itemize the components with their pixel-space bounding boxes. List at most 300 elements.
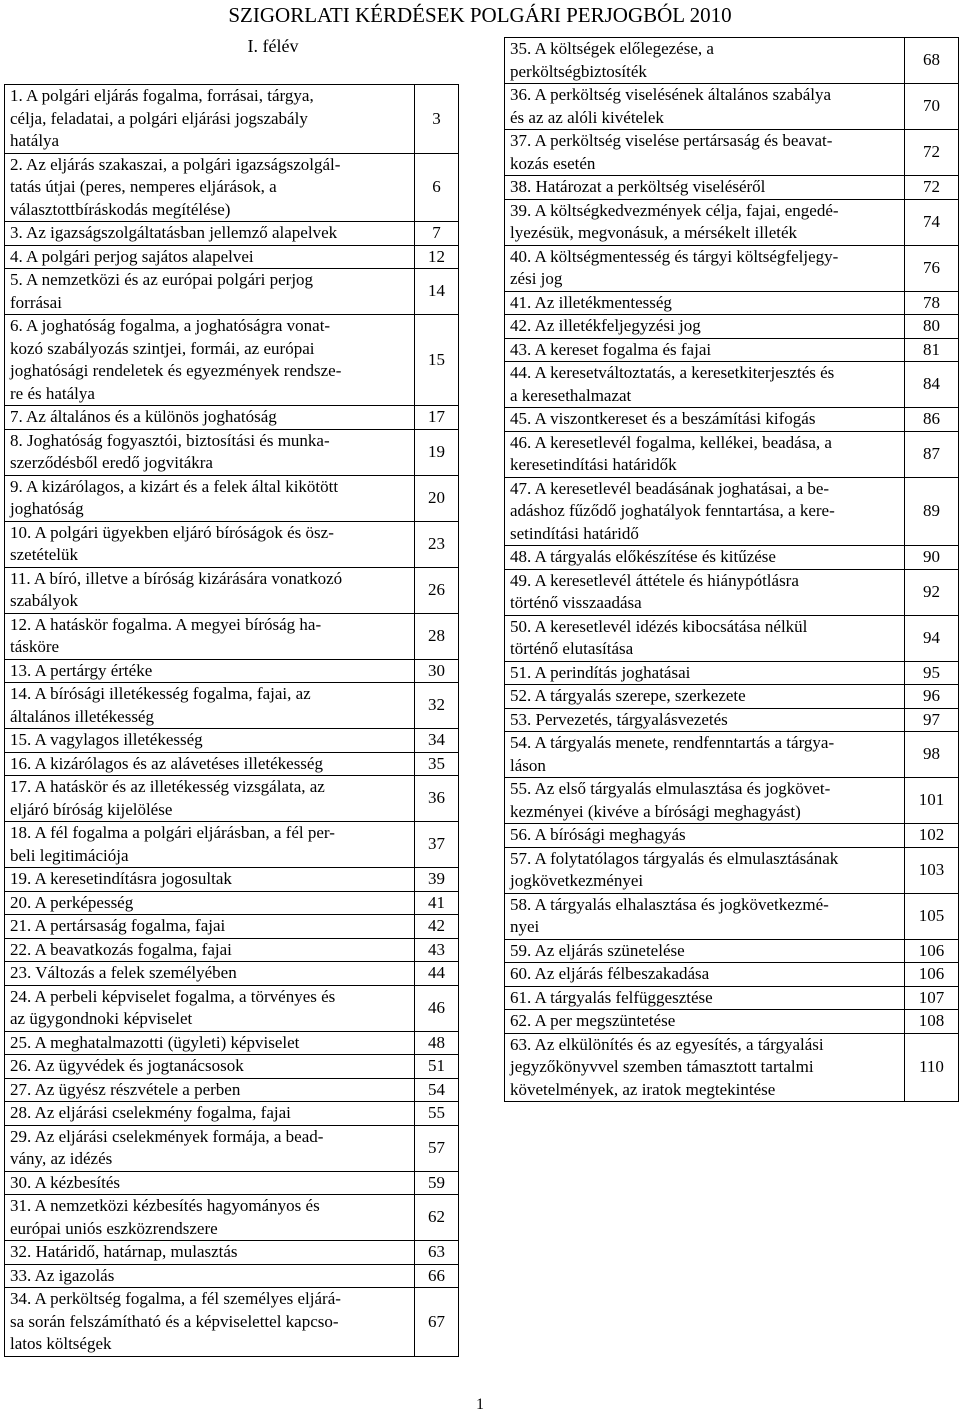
question-cell [505, 338, 905, 362]
page-number-cell: 70 [905, 84, 959, 130]
page-number-cell: 81 [905, 338, 959, 362]
question-cell [5, 1055, 415, 1079]
toc-row [505, 176, 959, 200]
page-number-cell: 20 [415, 475, 459, 521]
question-cell [5, 868, 415, 892]
question-cell [5, 521, 415, 567]
question-text-line: 31. A nemzetközi kézbesítés hagyományos és [10, 1196, 320, 1215]
question-text-line: eljáró bíróság kijelölése [10, 799, 173, 819]
page-number-cell: 108 [905, 1010, 959, 1034]
question-text-line: nyei [510, 917, 540, 936]
question-text-line: választottbíráskodás megítélése) [10, 199, 231, 219]
question-cell [505, 569, 905, 615]
question-cell [5, 1195, 415, 1241]
page-number-cell: 105 [905, 893, 959, 939]
question-text-line: 53. Pervezetés, tárgyalásvezetés [510, 709, 728, 729]
question-cell [5, 475, 415, 521]
toc-row [505, 546, 959, 570]
question-text-line: 10. A polgári ügyekben eljáró bíróságok és ösz- [10, 522, 334, 542]
question-text-line: 3. Az igazságszolgáltatásban jellemző alapelvek [10, 223, 338, 242]
question-cell [505, 291, 905, 315]
page-number-cell: 103 [905, 847, 959, 893]
toc-row [5, 729, 459, 753]
page-number-cell: 96 [905, 685, 959, 709]
toc-row [5, 683, 459, 729]
question-text-line: történő visszaadása [510, 593, 642, 612]
page-number-cell: 97 [905, 708, 959, 732]
question-text-line: láson [510, 755, 546, 775]
question-text-line: általános illetékesség [10, 706, 154, 726]
page-number-cell: 87 [905, 431, 959, 477]
question-text-line: kozó szabályozás szintjei, formái, az európai [10, 338, 315, 358]
page-number: 1 [476, 1396, 484, 1413]
toc-row [505, 778, 959, 824]
toc-row [5, 245, 459, 269]
question-text-line: 35. A költségek előlegezése, a [510, 39, 714, 58]
page-number-cell: 92 [905, 569, 959, 615]
question-text-line: 23. Változás a felek személyében [10, 963, 237, 982]
question-text-line: 33. Az igazolás [10, 1265, 115, 1285]
question-text-line: 20. A perképesség [10, 892, 134, 912]
question-text-line: jogkövetkezményei [510, 871, 644, 890]
toc-row [5, 776, 459, 822]
question-text-line: lyezésük, megvonásuk, a mérsékelt illeték [510, 223, 798, 242]
question-text-line: joghatóság [10, 499, 84, 518]
question-cell [505, 199, 905, 245]
page-number-cell: 95 [905, 661, 959, 685]
toc-row [5, 475, 459, 521]
question-text-line: szabályok [10, 591, 78, 610]
toc-row [505, 315, 959, 339]
question-cell [5, 1102, 415, 1126]
question-cell [5, 85, 415, 154]
question-cell [505, 1010, 905, 1034]
page-number-cell: 12 [415, 245, 459, 269]
question-text-line: keresetindítási határidők [510, 455, 677, 474]
question-cell [505, 732, 905, 778]
question-cell [505, 315, 905, 339]
toc-row [505, 84, 959, 130]
question-text-line: 46. A keresetlevél fogalma, kellékei, beadása, a [510, 432, 832, 452]
page-number-cell: 37 [415, 822, 459, 868]
page-number-cell: 76 [905, 245, 959, 291]
question-text-line: 29. Az eljárási cselekmények formája, a bead- [10, 1126, 324, 1146]
question-cell [5, 245, 415, 269]
toc-row [5, 315, 459, 406]
question-text-line: 18. A fél fogalma a polgári eljárásban, a fél per- [10, 823, 335, 842]
question-cell [505, 893, 905, 939]
toc-row [505, 963, 959, 987]
toc-row [5, 85, 459, 154]
toc-row [5, 891, 459, 915]
toc-row [5, 822, 459, 868]
page-number-cell: 80 [905, 315, 959, 339]
page-number-cell: 94 [905, 615, 959, 661]
toc-row [505, 477, 959, 546]
toc-table-left [4, 84, 459, 1357]
page-number-cell: 102 [905, 824, 959, 848]
question-text-line: és az az alóli kivételek [510, 107, 664, 127]
page-number-cell: 19 [415, 429, 459, 475]
question-cell [505, 661, 905, 685]
question-text-line: 39. A költségkedvezmények célja, fajai, engedé- [510, 200, 839, 220]
page-number-cell: 42 [415, 915, 459, 939]
question-text-line: 61. A tárgyalás felfüggesztése [510, 987, 713, 1007]
question-cell [5, 429, 415, 475]
toc-row [505, 661, 959, 685]
page-number-cell: 106 [905, 963, 959, 987]
page-number-cell: 6 [415, 153, 459, 222]
toc-row [505, 893, 959, 939]
question-text-line: 51. A perindítás joghatásai [510, 662, 691, 682]
toc-row [5, 1195, 459, 1241]
page-number-cell: 90 [905, 546, 959, 570]
toc-row [5, 269, 459, 315]
question-cell [505, 1033, 905, 1102]
toc-row [505, 362, 959, 408]
toc-row [505, 38, 959, 84]
page-number-cell: 39 [415, 868, 459, 892]
page-number-cell: 72 [905, 176, 959, 200]
page-number-cell: 86 [905, 408, 959, 432]
question-text-line: 12. A hatáskör fogalma. A megyei bíróság ha- [10, 614, 322, 634]
toc-row [5, 1031, 459, 1055]
question-text-line: történő elutasítása [510, 639, 634, 658]
question-text-line: 17. A hatáskör és az illetékesség vizsgálata, az [10, 777, 325, 796]
question-text-line: vány, az idézés [10, 1149, 113, 1168]
question-cell [505, 38, 905, 84]
question-text-line: adáshoz fűződő joghatályok fenntartása, a kere- [510, 501, 835, 520]
page-number-cell: 84 [905, 362, 959, 408]
toc-row [505, 245, 959, 291]
question-cell [505, 245, 905, 291]
document-title [0, 2, 960, 28]
question-cell [5, 729, 415, 753]
toc-row [505, 569, 959, 615]
question-text-line: 14. A bírósági illetékesség fogalma, fajai, az [10, 684, 311, 703]
page-number-cell: 35 [415, 752, 459, 776]
page-number-cell: 28 [415, 613, 459, 659]
page-number-cell: 15 [415, 315, 459, 406]
page-number-cell: 44 [415, 962, 459, 986]
question-text-line: 52. A tárgyalás szerepe, szerkezete [510, 686, 746, 705]
question-cell [505, 963, 905, 987]
toc-row [5, 659, 459, 683]
question-cell [5, 567, 415, 613]
toc-row [505, 732, 959, 778]
toc-row [5, 1125, 459, 1171]
question-cell [5, 752, 415, 776]
question-text-line: 8. Joghatóság fogyasztói, biztosítási és munka- [10, 430, 330, 450]
question-text-line: 44. A keresetváltoztatás, a keresetkiterjesztés és [510, 363, 835, 382]
toc-row [505, 199, 959, 245]
toc-table-left-body [5, 85, 459, 1357]
question-text-line: 28. Az eljárási cselekmény fogalma, fajai [10, 1103, 291, 1122]
page-number-cell: 63 [415, 1241, 459, 1265]
question-text-line: latos költségek [10, 1334, 112, 1353]
toc-row [5, 1078, 459, 1102]
page-number-cell: 68 [905, 38, 959, 84]
question-cell [5, 406, 415, 430]
question-text-line: 7. Az általános és a különös joghatóság [10, 407, 277, 426]
page-number-cell: 7 [415, 222, 459, 246]
page-number-cell: 72 [905, 130, 959, 176]
question-cell [505, 685, 905, 709]
page-number-cell: 26 [415, 567, 459, 613]
page-number-cell: 43 [415, 938, 459, 962]
toc-row [5, 962, 459, 986]
question-text-line: 38. Határozat a perköltség viseléséről [510, 177, 766, 196]
question-text-line: 1. A polgári eljárás fogalma, forrásai, tárgya, [10, 86, 314, 105]
question-text-line: 5. A nemzetközi és az európai polgári perjog [10, 270, 314, 289]
question-cell [5, 915, 415, 939]
toc-row [5, 1102, 459, 1126]
page-number-cell: 67 [415, 1288, 459, 1357]
question-text-line: 43. A kereset fogalma és fajai [510, 339, 712, 359]
question-text-line: szerződésből eredő jogvitákra [10, 453, 213, 472]
question-cell [5, 985, 415, 1031]
question-cell [505, 615, 905, 661]
question-text-line: 32. Határidő, határnap, mulasztás [10, 1242, 238, 1261]
toc-row [5, 1241, 459, 1265]
question-text-line: 9. A kizárólagos, a kizárt és a felek által kikötött [10, 476, 339, 496]
question-cell [5, 1171, 415, 1195]
toc-row [5, 613, 459, 659]
semester-heading-text: I. félév [247, 36, 299, 56]
toc-row [5, 222, 459, 246]
question-cell [505, 130, 905, 176]
question-text-line: 60. Az eljárás félbeszakadása [510, 964, 710, 983]
question-text-line: joghatósági rendeletek és egyezmények rendsze- [10, 361, 342, 380]
question-text-line: 62. A per megszüntetése [510, 1011, 676, 1030]
page-number-cell: 17 [415, 406, 459, 430]
question-text-line: 24. A perbeli képviselet fogalma, a törvényes és [10, 986, 336, 1006]
question-cell [5, 1288, 415, 1357]
page-number-cell: 32 [415, 683, 459, 729]
page-number-cell: 54 [415, 1078, 459, 1102]
page-footer [0, 1396, 960, 1414]
question-text-line: 41. Az illetékmentesség [510, 292, 672, 312]
question-text-line: 45. A viszontkereset és a beszámítási kifogás [510, 409, 816, 428]
page-number-cell: 23 [415, 521, 459, 567]
question-text-line: 42. Az illetékfeljegyzési jog [510, 316, 701, 335]
toc-table-right-body [505, 38, 959, 1102]
toc-row [5, 1264, 459, 1288]
toc-row [5, 1055, 459, 1079]
question-text-line: 55. Az első tárgyalás elmulasztása és jogkövet- [510, 779, 831, 798]
question-text-line: 57. A folytatólagos tárgyalás és elmulasztásának [510, 848, 839, 868]
question-text-line: 6. A joghatóság fogalma, a joghatóságra vonat- [10, 316, 331, 335]
question-text-line: 4. A polgári perjog sajátos alapelvei [10, 246, 254, 266]
question-text-line: 48. A tárgyalás előkészítése és kitűzése [510, 547, 776, 566]
question-cell [5, 683, 415, 729]
toc-row [505, 847, 959, 893]
question-text-line: 16. A kizárólagos és az alávetéses illetékesség [10, 753, 323, 773]
question-text-line: tásköre [10, 637, 60, 656]
question-text-line: beli legitimációja [10, 845, 129, 865]
question-cell [5, 222, 415, 246]
question-text-line: 34. A perköltség fogalma, a fél személyes eljárá- [10, 1289, 341, 1308]
question-text-line: 27. Az ügyész részvétele a perben [10, 1079, 241, 1099]
question-text-line: re és hatálya [10, 383, 95, 403]
question-text-line: zési jog [510, 269, 563, 288]
question-text-line: 36. A perköltség viselésének általános szabálya [510, 85, 832, 104]
question-text-line: 15. A vagylagos illetékesség [10, 730, 203, 749]
question-cell [5, 613, 415, 659]
question-text-line: tatás útjai (peres, nemperes eljárások, a [10, 177, 277, 196]
page-number-cell: 74 [905, 199, 959, 245]
question-text-line: 30. A kézbesítés [10, 1172, 121, 1192]
toc-row [5, 429, 459, 475]
question-text-line: célja, feladatai, a polgári eljárási jogszabály [10, 108, 308, 128]
page-number-cell: 110 [905, 1033, 959, 1102]
question-cell [5, 1125, 415, 1171]
page-number-cell: 51 [415, 1055, 459, 1079]
question-text-line: 2. Az eljárás szakaszai, a polgári igazságszolgál- [10, 154, 341, 174]
question-cell [505, 431, 905, 477]
semester-heading [0, 34, 466, 58]
page-number-cell: 48 [415, 1031, 459, 1055]
toc-row [5, 938, 459, 962]
question-text-line: 54. A tárgyalás menete, rendfenntartás a tárgya- [510, 733, 835, 752]
question-cell [505, 408, 905, 432]
toc-row [5, 1171, 459, 1195]
question-cell [505, 824, 905, 848]
question-cell [505, 362, 905, 408]
question-text-line: 47. A keresetlevél beadásának joghatásai, a be- [510, 478, 830, 498]
question-text-line: 21. A pertársaság fogalma, fajai [10, 916, 226, 935]
page-number-cell: 59 [415, 1171, 459, 1195]
toc-row [505, 986, 959, 1010]
question-text-line: kezményei (kivéve a bírósági meghagyást) [510, 801, 801, 821]
question-text-line: 63. Az elkülönítés és az egyesítés, a tárgyalási [510, 1034, 824, 1054]
question-cell [505, 778, 905, 824]
question-text-line: 50. A keresetlevél idézés kibocsátása nélkül [510, 616, 808, 636]
question-cell [505, 546, 905, 570]
question-cell [5, 1264, 415, 1288]
question-text-line: 22. A beavatkozás fogalma, fajai [10, 939, 232, 959]
toc-row [5, 521, 459, 567]
question-text-line: szetételük [10, 545, 78, 564]
question-text-line: 26. Az ügyvédek és jogtanácsosok [10, 1056, 244, 1075]
toc-row [5, 153, 459, 222]
question-cell [505, 84, 905, 130]
question-text-line: sa során felszámítható és a képviselettel kapcso- [10, 1311, 339, 1331]
page-number-cell: 78 [905, 291, 959, 315]
toc-row [5, 752, 459, 776]
toc-row [505, 291, 959, 315]
question-text-line: setindítási határidő [510, 523, 639, 543]
question-text-line: 19. A keresetindításra jogosultak [10, 869, 232, 888]
toc-row [505, 1033, 959, 1102]
page-number-cell: 30 [415, 659, 459, 683]
question-cell [5, 269, 415, 315]
question-cell [505, 847, 905, 893]
question-text-line: 11. A bíró, illetve a bíróság kizárására vonatkozó [10, 568, 343, 588]
question-cell [505, 477, 905, 546]
question-cell [5, 1078, 415, 1102]
question-text-line: európai uniós eszközrendszere [10, 1218, 218, 1238]
question-text-line: az ügygondnoki képviselet [10, 1009, 193, 1028]
question-text-line: 40. A költségmentesség és tárgyi költségfeljegy- [510, 246, 839, 266]
question-text-line: 37. A perköltség viselése pertársaság és beavat- [510, 131, 833, 150]
question-cell [5, 315, 415, 406]
toc-row [505, 939, 959, 963]
question-cell [505, 176, 905, 200]
toc-row [505, 824, 959, 848]
question-cell [505, 708, 905, 732]
page-number-cell: 55 [415, 1102, 459, 1126]
question-cell [5, 659, 415, 683]
question-text-line: forrásai [10, 292, 62, 312]
toc-row [505, 408, 959, 432]
page-number-cell: 106 [905, 939, 959, 963]
question-text-line: követelmények, az iratok megtekintése [510, 1079, 776, 1099]
question-text-line: 49. A keresetlevél áttétele és hiánypótlásra [510, 570, 799, 590]
question-text-line: perköltségbiztosíték [510, 61, 647, 81]
page-number-cell: 89 [905, 477, 959, 546]
question-cell [5, 891, 415, 915]
page-number-cell: 36 [415, 776, 459, 822]
toc-row [505, 338, 959, 362]
page-number-cell: 98 [905, 732, 959, 778]
toc-row [5, 985, 459, 1031]
toc-row [5, 868, 459, 892]
page-number-cell: 41 [415, 891, 459, 915]
toc-row [505, 708, 959, 732]
question-cell [5, 1031, 415, 1055]
toc-row [505, 615, 959, 661]
toc-table-right [504, 37, 959, 1102]
question-text-line: a keresethalmazat [510, 385, 632, 405]
question-cell [505, 939, 905, 963]
question-cell [5, 153, 415, 222]
question-text-line: kozás esetén [510, 153, 596, 173]
toc-row [505, 685, 959, 709]
page-number-cell: 3 [415, 85, 459, 154]
toc-row [5, 567, 459, 613]
question-text-line: 58. A tárgyalás elhalasztása és jogkövetkezmé- [510, 894, 829, 914]
question-cell [505, 986, 905, 1010]
page-number-cell: 62 [415, 1195, 459, 1241]
toc-row [505, 431, 959, 477]
question-text-line: 13. A pertárgy értéke [10, 660, 153, 680]
question-cell [5, 962, 415, 986]
question-text-line: 25. A meghatalmazotti (ügyleti) képviselet [10, 1032, 300, 1052]
question-text-line: hatálya [10, 131, 60, 150]
page-number-cell: 66 [415, 1264, 459, 1288]
question-cell [5, 822, 415, 868]
page-number-cell: 101 [905, 778, 959, 824]
page-number-cell: 57 [415, 1125, 459, 1171]
toc-row [505, 1010, 959, 1034]
page-number-cell: 34 [415, 729, 459, 753]
toc-row [5, 1288, 459, 1357]
page-number-cell: 46 [415, 985, 459, 1031]
question-text-line: jegyzőkönyvvel szemben támasztott tartalmi [510, 1057, 814, 1076]
question-cell [5, 776, 415, 822]
toc-row [5, 915, 459, 939]
question-text-line: 56. A bírósági meghagyás [510, 825, 686, 844]
document-title-text: SZIGORLATI KÉRDÉSEK POLGÁRI PERJOGBÓL 2010 [228, 3, 732, 27]
toc-row [5, 406, 459, 430]
page-number-cell: 107 [905, 986, 959, 1010]
question-text-line: 59. Az eljárás szünetelése [510, 940, 685, 960]
page-number-cell: 14 [415, 269, 459, 315]
question-cell [5, 938, 415, 962]
question-cell [5, 1241, 415, 1265]
toc-row [505, 130, 959, 176]
